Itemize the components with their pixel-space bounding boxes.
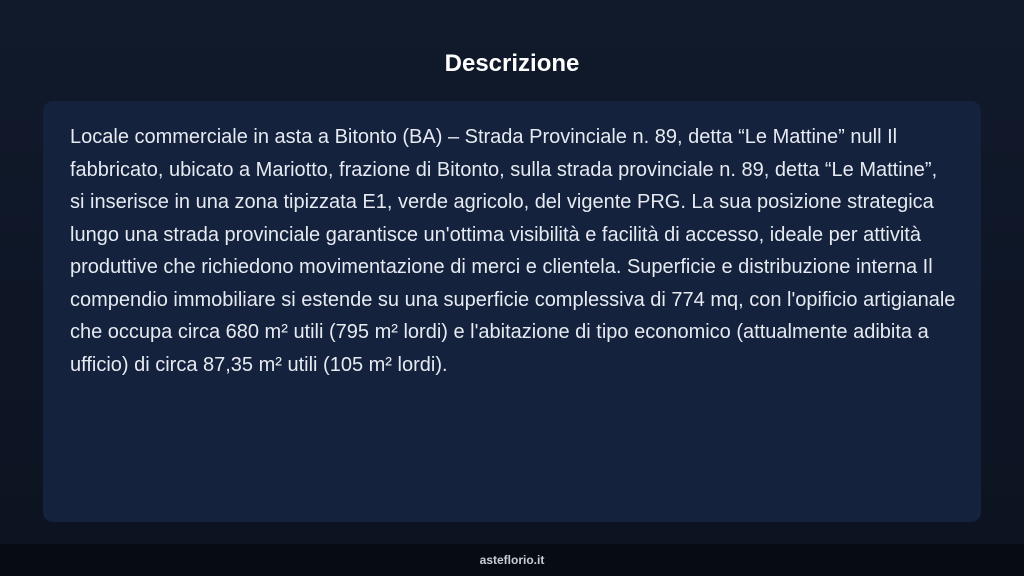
description-card bbox=[43, 101, 981, 522]
footer-bar bbox=[0, 544, 1024, 576]
page-title: Descrizione bbox=[444, 50, 580, 77]
footer-site-name: asteflorio.it bbox=[479, 553, 545, 567]
description-text: Locale commerciale in asta a Bitonto (BA) – Strada Provinciale n. 89, detta “Le Mattine” null Il fabbricato, ubicato a Mariotto, frazione di Bitonto, sulla strada provinciale n. 89, detta “Le Mattine”, si inserisce in una zona tipizzata E1, verde agricolo, del vigente PRG. La sua posizione strategica lungo una strada provinciale garantisce un'ottima visibilità e facilità di accesso, ideale per attività produttive che richiedono movimentazione di merci e clientela. Superficie e distribuzione interna Il compendio immobiliare si estende su una superficie complessiva di 774 mq, con l'opificio artigianale che occupa circa 680 m² utili (795 m² lordi) e l'abitazione di tipo economico (attualmente adibita a ufficio) di circa 87,35 m² utili (105 m² lordi). bbox=[70, 126, 956, 376]
